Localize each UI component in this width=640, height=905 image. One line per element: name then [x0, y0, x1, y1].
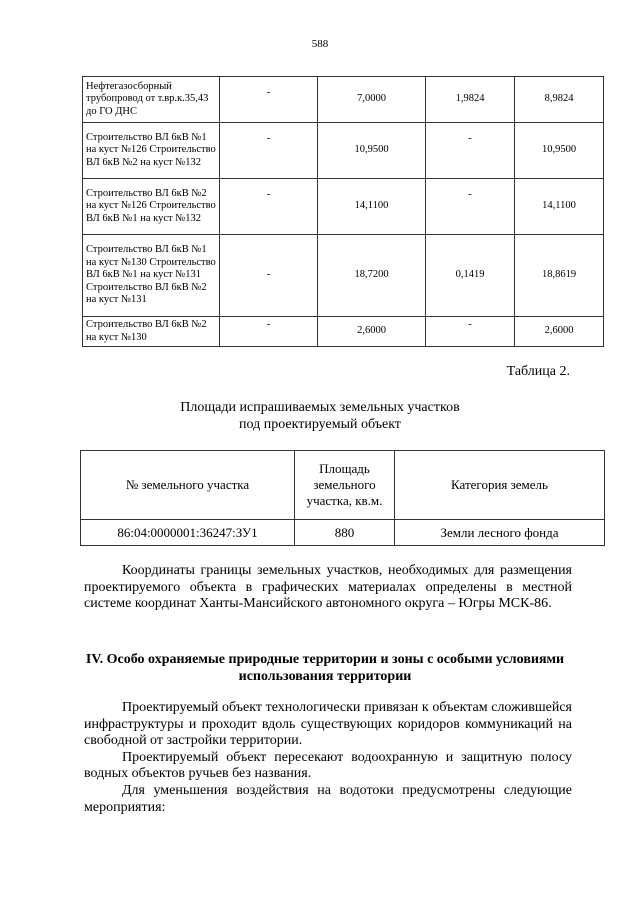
- table-row: [83, 179, 604, 235]
- table-cell-value: 10,9500: [515, 123, 604, 179]
- table-cell-area: 880: [295, 520, 395, 546]
- table-row: [81, 520, 605, 546]
- table-cell-value: 14,1100: [318, 179, 426, 235]
- paragraph-text: Проектируемый объект технологически привязан к объектам сложившейся инфраструктуры и проходит вдоль существующих коридоров коммуникаций на свободной от застройки территории.: [84, 700, 572, 749]
- table-header-cell: Категория земель: [395, 451, 605, 520]
- table-cell-object: Нефтегазосборный трубопровод от т.вр.к.35,43 до ГО ДНС: [83, 77, 220, 123]
- table-cell-object: Строительство ВЛ 6кВ №1 на куст №126 Строительство ВЛ 6кВ №2 на куст №132: [83, 123, 220, 179]
- table-header-row: [81, 451, 605, 520]
- paragraph-text: Координаты границы земельных участков, необходимых для размещения проектируемого объекта в графических материалах определены в местной системе координат Ханты-Мансийского автономного округа – Югры МСК-86.: [84, 563, 572, 612]
- section-body: [84, 700, 572, 816]
- table-cell-value: 2,6000: [318, 317, 426, 347]
- table-row: [83, 77, 604, 123]
- table-cell-object: Строительство ВЛ 6кВ №2 на куст №126 Строительство ВЛ 6кВ №1 на куст №132: [83, 179, 220, 235]
- table-row: [83, 317, 604, 347]
- table-title: [80, 399, 560, 433]
- table-cell-parcel: 86:04:0000001:36247:ЗУ1: [81, 520, 295, 546]
- table-cell-value: -: [426, 179, 515, 235]
- table-title-line: под проектируемый объект: [239, 417, 401, 432]
- table-cell-object: Строительство ВЛ 6кВ №2 на куст №130: [83, 317, 220, 347]
- table-cell-value: -: [220, 77, 318, 123]
- table-row: [83, 235, 604, 317]
- table-cell-value: 7,0000: [318, 77, 426, 123]
- table-cell-value: 2,6000: [515, 317, 604, 347]
- table-cell-category: Земли лесного фонда: [395, 520, 605, 546]
- paragraph-text: Проектируемый объект пересекают водоохранную и защитную полосу водных объектов ручьев без названия.: [84, 749, 572, 782]
- table-cell-value: -: [426, 123, 515, 179]
- table-cell-value: 1,9824: [426, 77, 515, 123]
- table-cell-value: 8,9824: [515, 77, 604, 123]
- table-cell-value: 10,9500: [318, 123, 426, 179]
- table-title-line: Площади испрашиваемых земельных участков: [180, 400, 460, 415]
- table-row: [83, 123, 604, 179]
- table-cell-value: 14,1100: [515, 179, 604, 235]
- section-heading: IV. Особо охраняемые природные территории и зоны с особыми условиями использования территории: [85, 652, 565, 684]
- table-header-cell: Площадь земельного участка, кв.м.: [295, 451, 395, 520]
- table-cell-value: -: [220, 235, 318, 317]
- paragraph-coordinates: [84, 563, 572, 613]
- land-plot-table: [80, 450, 605, 546]
- paragraph-text: Для уменьшения воздействия на водотоки предусмотрены следующие мероприятия:: [84, 782, 572, 815]
- table-cell-value: -: [220, 123, 318, 179]
- table-label: Таблица 2.: [506, 364, 570, 379]
- table-cell-value: 0,1419: [426, 235, 515, 317]
- table-header-cell: № земельного участка: [81, 451, 295, 520]
- table-cell-value: 18,8619: [515, 235, 604, 317]
- table-cell-value: -: [220, 317, 318, 347]
- table-cell-value: -: [426, 317, 515, 347]
- continued-area-table: [82, 76, 604, 347]
- table-cell-object: Строительство ВЛ 6кВ №1 на куст №130 Строительство ВЛ 6кВ №1 на куст №131 Строительство ВЛ 6кВ №2 на куст №131: [83, 235, 220, 317]
- table-cell-value: -: [220, 179, 318, 235]
- page-number: 588: [311, 38, 329, 50]
- table-cell-value: 18,7200: [318, 235, 426, 317]
